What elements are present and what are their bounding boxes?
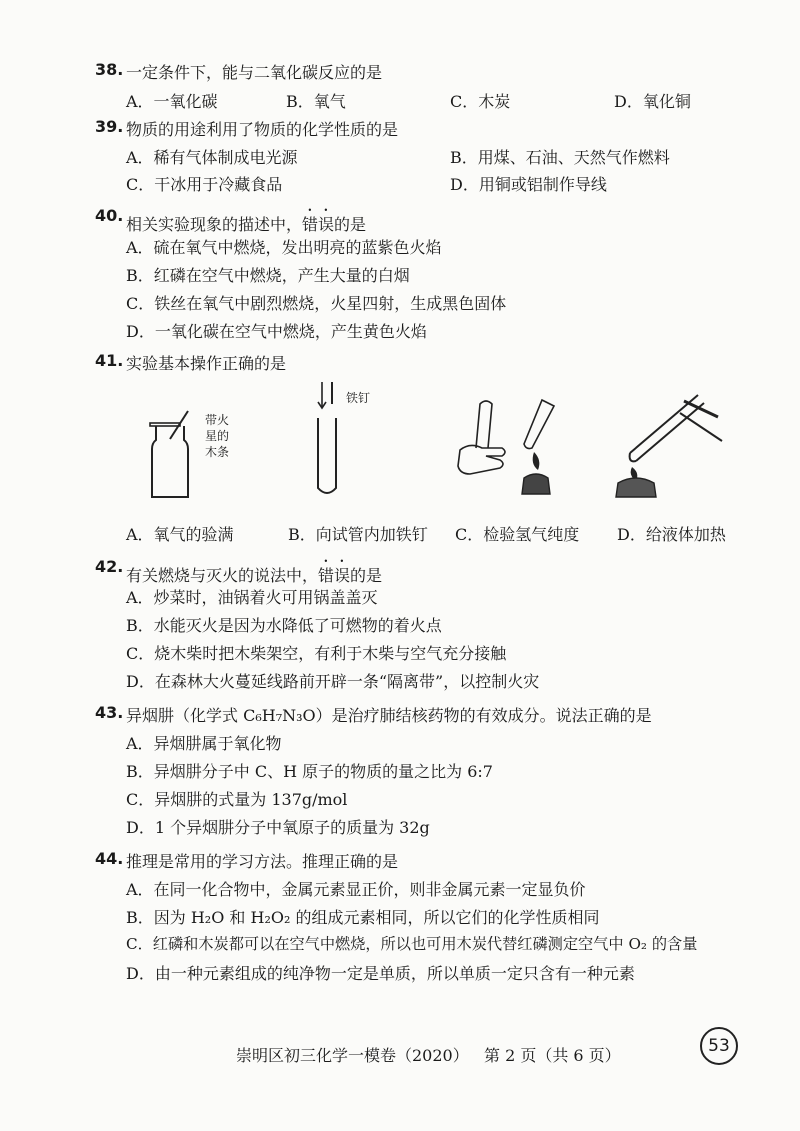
question-stem: 一定条件下，能与二氧化碳反应的是 (126, 63, 383, 82)
question-stem: 异烟肼（化学式 C₆H₇N₃O）是治疗肺结核药物的有效成分。说法正确的是 (126, 706, 652, 725)
option-b: B．异烟肼分子中 C、H 原子的物质的量之比为 6:7 (126, 762, 493, 781)
question-stem: 物质的用途利用了物质的化学性质的是 (126, 120, 399, 139)
option-d: D．由一种元素组成的纯净物一定是单质，所以单质一定只含有一种元素 (126, 964, 635, 983)
emphasis-word: 错误 (302, 215, 335, 234)
question-number: 41. (95, 351, 124, 370)
option-c: C．异烟肼的式量为 137g/mol (126, 790, 348, 809)
question-stem (126, 557, 382, 586)
figure-b-test-tube (310, 380, 350, 500)
option-a: A．氧气的验满 (126, 525, 234, 544)
option-d: D．在森林大火蔓延线路前开辟一条“隔离带”，以控制火灾 (126, 672, 540, 691)
option-d: D．一氧化碳在空气中燃烧，产生黄色火焰 (126, 322, 427, 341)
option-d: D．用铜或铝制作导线 (450, 175, 607, 194)
question-number: 43. (95, 703, 124, 722)
option-a: A．稀有气体制成电光源 (126, 148, 298, 167)
option-a: A．炒菜时，油锅着火可用锅盖盖灭 (126, 588, 378, 607)
option-b: B．红磷在空气中燃烧，产生大量的白烟 (126, 266, 410, 285)
question-number: 40. (95, 206, 124, 225)
option-c: C．检验氢气纯度 (455, 525, 580, 544)
question-number: 38. (95, 60, 124, 79)
option-c: C．铁丝在氧气中剧烈燃烧，火星四射，生成黑色固体 (126, 294, 507, 313)
question-stem: 实验基本操作正确的是 (126, 354, 287, 373)
figure-b-label: 铁钉 (346, 391, 371, 405)
page-code-badge: 53 (700, 1027, 738, 1065)
option-b: B．用煤、石油、天然气作燃料 (450, 148, 670, 167)
option-a: A．异烟肼属于氧化物 (126, 734, 282, 753)
figure-a-gas-bottle (140, 405, 200, 500)
figure-a-label: 带火星的木条 (205, 413, 230, 459)
option-c: C．木炭 (450, 92, 511, 111)
question-number: 42. (95, 557, 124, 576)
option-b: B．水能灭火是因为水降低了可燃物的着火点 (126, 616, 442, 635)
option-b: B．因为 H₂O 和 H₂O₂ 的组成元素相同，所以它们的化学性质相同 (126, 908, 600, 927)
option-d: D．给液体加热 (617, 525, 726, 544)
question-stem (126, 206, 366, 235)
footer-text: 崇明区初三化学一模卷（2020） 第 2 页（共 6 页） (236, 1046, 621, 1065)
option-a: A．在同一化合物中，金属元素显正价，则非金属元素一定显负价 (126, 880, 586, 899)
option-b: B．氧气 (286, 92, 346, 111)
question-number: 44. (95, 849, 124, 868)
option-a: A．硫在氧气中燃烧，发出明亮的蓝紫色火焰 (126, 238, 442, 257)
option-c: C．干冰用于冷藏食品 (126, 175, 283, 194)
stem-text: 的是 (334, 215, 367, 234)
question-stem: 推理是常用的学习方法。推理正确的是 (126, 852, 399, 871)
option-b: B．向试管内加铁钉 (288, 525, 428, 544)
stem-text: 相关实验现象的描述中， (126, 215, 303, 234)
option-a: A．一氧化碳 (126, 92, 218, 111)
stem-text: 的是 (350, 566, 383, 585)
stem-text: 有关燃烧与灭火的说法中， (126, 566, 319, 585)
option-d: D．氧化铜 (614, 92, 691, 111)
figure-c-hydrogen-test (450, 390, 570, 500)
figure-d-liquid-heating (610, 383, 730, 501)
option-c: C．烧木柴时把木柴架空，有利于木柴与空气充分接触 (126, 644, 507, 663)
option-c: C．红磷和木炭都可以在空气中燃烧，所以也可用木炭代替红磷测定空气中 O₂ 的含量 (126, 935, 698, 953)
emphasis-word: 错误 (318, 566, 351, 585)
option-d: D．1 个异烟肼分子中氧原子的质量为 32g (126, 818, 430, 837)
question-number: 39. (95, 117, 124, 136)
